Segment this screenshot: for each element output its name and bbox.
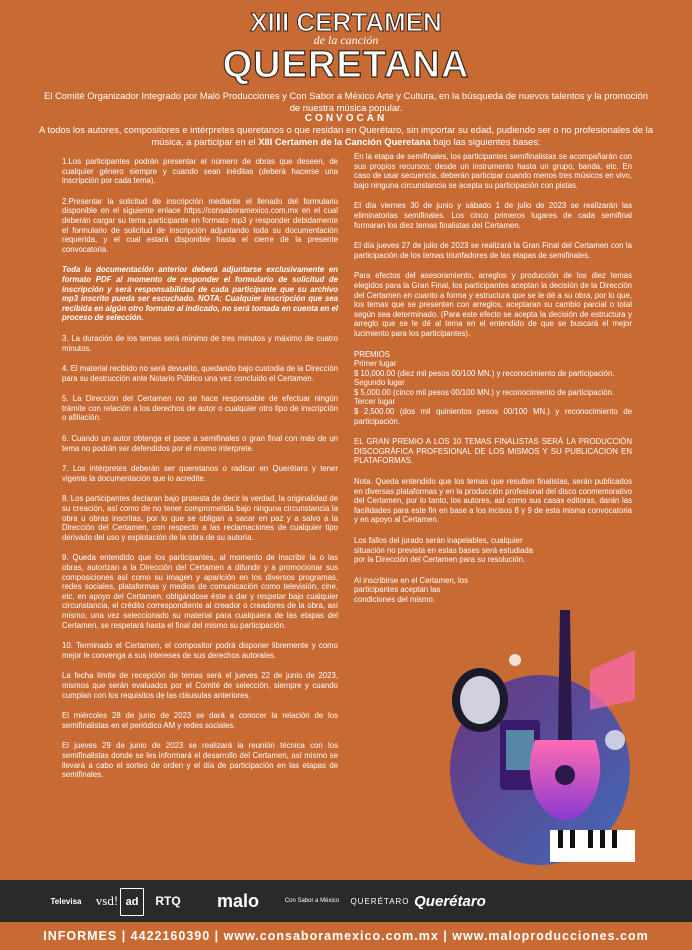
- sponsor-logos-bar: [0, 880, 692, 922]
- second-place-label: Segundo lugar: [354, 378, 405, 388]
- prizes-heading: PREMIOS: [354, 349, 390, 359]
- rules-left-column: [62, 157, 338, 791]
- third-place-label: Tercer lugar: [354, 397, 396, 407]
- title-line-cancion: de la canción: [313, 33, 379, 47]
- queretaro-municipio-logo: QUERÉTARO: [350, 896, 410, 906]
- rule-8: 8. Los participantes declaran bajo protesta de decir la verdad, la originalidad de su creación, así como de no tener comprometida bajo ninguna circunstancia la obra u obras inscritas, por lo que se obligan a sacar en paz y a salvo a la Dirección del Certamen, con respecto a las reclamaciones de cualquier tipo derivado del uso y explotación de la obra de su autoría.: [62, 494, 338, 542]
- intro-invitation-event: XIII Certamen de la Canción Queretana: [258, 135, 431, 147]
- title-line-certamen: XIII CERTAMEN: [250, 7, 442, 37]
- intro-text: El Comité Organizador Integrado por Maló Producciones y Con Sabor a México Arte y Cultura, en la búsqueda de nuevos talentos y la promoción de nuestra música popular.: [44, 90, 648, 113]
- queretaro-logo: Querétaro: [414, 892, 486, 910]
- intro-invitation: [30, 124, 662, 147]
- rule-documentation-note: Toda la documentación anterior deberá adjuntarse exclusivamente en formato PDF al momento de responder el formulario de solicitud de inscripción y será responsabilidad de cada participante que su archivo mp3 inscrito pueda ser escuchado. NOTA: Cualquier inscripción que sea recibida en algún otro formato al indicado, no será tomada en cuenta en el proceso de selección.: [62, 265, 338, 323]
- grand-prize-text: EL GRAN PREMIO A LOS 10 TEMAS FINALISTAS SERÁ LA PRODUCCIÓN DISCOGRÁFICA PROFESIONAL DE LOS MISMOS Y SU PUBLICACION EN PLATAFORMAS.: [354, 437, 632, 466]
- rule-4: 4. El material recibido no será devuelto, quedando bajo custodia de la Dirección para su destrucción ante Notario Público una vez concluido el Certamen.: [62, 364, 338, 383]
- title-line-queretana: QUERETANA: [222, 44, 470, 86]
- rule-7: 7. Los intérpretes deberán ser queretanos o radicar en Querétaro y tener vigente la documentación que lo acredite.: [62, 464, 338, 483]
- first-place-label: Primer lugar: [354, 359, 397, 369]
- rtq-logo: RTQ: [155, 894, 181, 908]
- semifinal-dates: El día viernes 30 de junio y sábado 1 de julio de 2023 se realizarán las eliminatorias semifinales. Los cinco primeros lugares de cada semifinal formaran los diez temas finalistas del Certamen.: [354, 201, 632, 230]
- rule-6: 6. Cuando un autor obtenga el pase a semifinales o gran final con más de un tema no podrán ser defendidos por el mismo interprete.: [62, 434, 338, 453]
- third-place-amount: $ 2,500.00 (dos mil quinientos pesos 00/100 MN.) y reconocimiento de participación.: [354, 407, 632, 426]
- rule-10: 10. Terminado el Certamen, el compositor podrá disponer libremente y como mejor le convenga a sus intereses de sus derechos autorales.: [62, 641, 338, 660]
- grand-final-date: El día jueves 27 de julio de 2023 se realizará la Gran Final del Certamen con la participación de los temas triunfadores de las etapas de semifinales.: [354, 241, 632, 260]
- rule-5: 5. La Dirección del Certamen no se hace responsable de efectuar ningún trámite con relación a los derechos de autor o cualquier otro tipo de inscripción o afiliación.: [62, 394, 338, 423]
- televisa-logo: Televisa: [50, 896, 82, 906]
- deadline-text: La fecha límite de recepción de temas será el jueves 22 de junio de 2023, mismos que serán evaluados por el Comité de selección, siempre y cuando cumplan con los requisitos de las cláusulas anteriores.: [62, 671, 338, 700]
- second-place-amount: $ 5,000.00 (cinco mil pesos 00/100 MN.) y reconocimiento de participación.: [354, 387, 615, 397]
- rule-1: 1.Los participantes podrán presentar el número de obras que deseen, de cualquier género siempre y cuando sean inéditas (deberá hacerse una inscripción por cada tema).: [62, 157, 338, 186]
- prizes-section: [354, 350, 632, 427]
- intro-invitation-c: bajo las siguientes bases:: [430, 135, 541, 147]
- jury-text: Los fallos del jurado serán inapelables, cualquier situación no prevista en estas bases será estudiada por la Dirección del Certamen para su resolución.: [354, 536, 534, 565]
- first-place-amount: $ 10,000.00 (diez mil pesos 00/100 MN.) y reconocimiento de participación.: [354, 368, 615, 378]
- rule-9: 9. Queda entendido que los participantes, al momento de inscribir la o las obras, autorizan a la Dirección del Certamen a difundir y a promocionar sus composiciones así como su imagen y aparición en los diversos programas, redes sociales, plataformas y medios de comunicación como televisión, cine, etc. en apoyo del Certamen, obligándose éste a dar y respetar bajo cualquier circunstancia, el crédito correspondiente al creador o creadores de la obra, así mismo, una vez seleccionado su material para cualquiera de las etapas del Certamen, se respetará hasta el final del mismo su participación.: [62, 553, 338, 630]
- rules-right-column: [354, 152, 632, 616]
- contact-footer: INFORMES | 4422160390 | www.consaboramexico.com.mx | www.maloproducciones.com: [0, 922, 692, 950]
- poster-title: [0, 8, 692, 84]
- vsd-logo: vsd!: [95, 893, 119, 908]
- malo-logo: malo: [216, 890, 259, 911]
- rule-3: 3. La duración de los temas será mínimo de tres minutos y máximo de cuatro minutos.: [62, 333, 338, 353]
- finalists-note: Nota. Queda entendido que los temas que resulten finalistas, serán publicados en diversas plataformas y en la producción profesional del disco conmemorativo del Certamen, por lo tanto, los autores, así como sus casas editoras, darán las facilidades para este fin en base a los incisos 8 y 9 de esta misma convocatoria y en apoyo al Certamen.: [354, 477, 632, 525]
- acceptance-text: Al inscribirse en el Certamen, los participantes aceptan las condiciones del mismo.: [354, 575, 468, 604]
- consabor-logo: Con Sabor a México: [284, 898, 340, 904]
- intro-invitation-a: A todos los autores, compositores e intérpretes queretanos o que residan en Querétaro, sin importar su edad, pudiendo ser o no profesionales de la música, a participar en el: [39, 124, 653, 147]
- technical-meeting: El jueves 29 de junio de 2023 se realizará la reunión técnica con los semifinalistas donde se les informará el desarrollo del Certamen, así mismo se llevará a cabo el sorteo de orden y el día de participación en las etapas de semifinales.: [62, 741, 338, 780]
- semifinal-rules: En la etapa de semifinales, los participantes semifinalistas se acompañarán con sus propios recursos; desde un instrumento hasta un grupo, banda, etc. En caso de usar secuencia, deberán participar cuando menos tres músicos en vivo, bajo ninguna circunstancia se acepta su participación con pistas.: [354, 152, 632, 190]
- arrangements-text: Para efectos del asesoramiento, arreglos y producción de los diez temas elegidos para la Gran Final, los participantes aceptan la decisión de la Dirección del Certamen en cuanto a forma y estructura que se le dé a su obra, por lo que, los temas que se presenten con arreglos, aceptaran su cambio parcial o total según sea determinado. (Para este efecto se acepta la decisión de estructura y arreglo que se le dé al tema en el entendido de que se buscará el mejor lucimiento para los participantes).: [354, 271, 632, 338]
- rule-2: 2.Presentar la solicitud de inscripción mediante el llenado del formulario disponible en el siguiente enlace https://consaboramexico.com.mx en el cual deberán cargar su tema participante en formato mp3 y responder debidamente el formulario de solicitud de inscripción adjuntando toda su documentación requerida, y el cual estará disponible hasta el cierre de la presente convocatoria.: [62, 196, 338, 254]
- convocan-heading: CONVOCAN: [304, 113, 388, 124]
- ad-logo: ad: [120, 888, 144, 916]
- semifinalists-announcement: El miércoles 28 de junio de 2023 se dará a conocer la relación de los semifinalistas en el periódico AM y redes sociales.: [62, 711, 338, 730]
- instruments-illustration: [440, 590, 640, 880]
